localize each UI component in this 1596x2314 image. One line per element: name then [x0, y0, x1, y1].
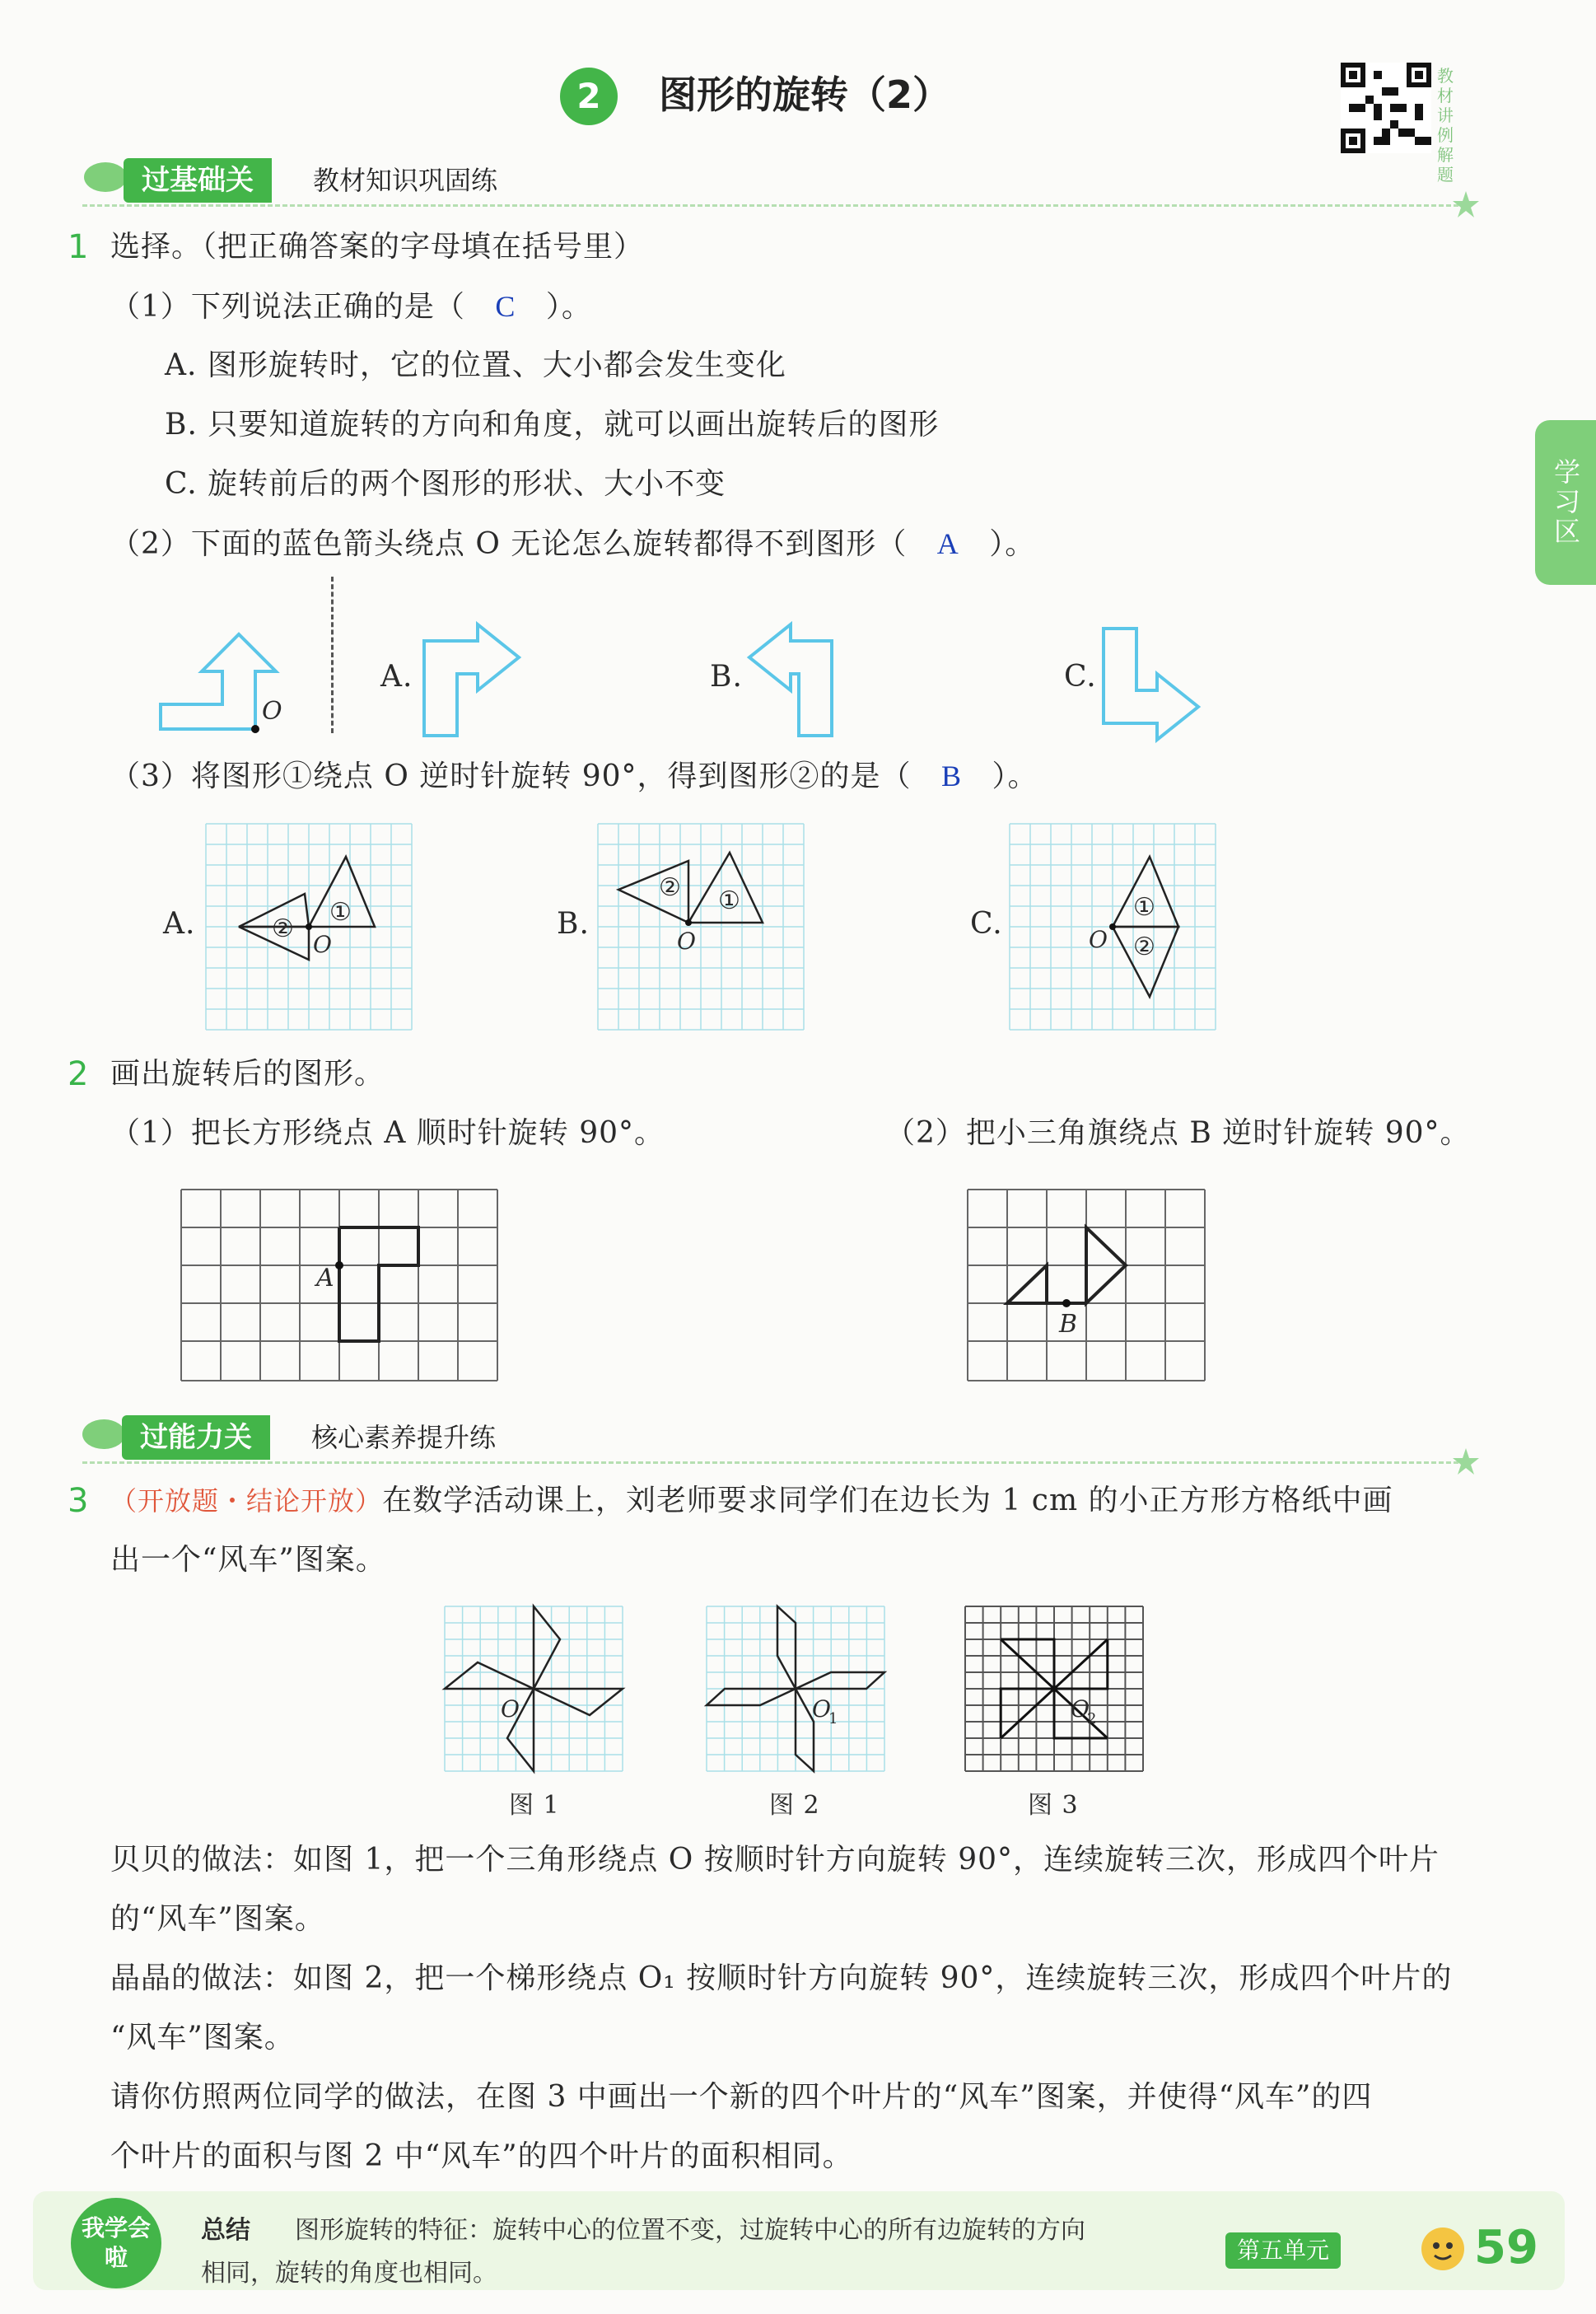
- q1-p1-option-c: C. 旋转前后的两个图形的形状、大小不变: [165, 467, 726, 501]
- qr-caption: 教材讲例解题: [1437, 66, 1454, 185]
- q1-p3: [110, 758, 1038, 795]
- footer-summary-line2: 相同，旋转的角度也相同。: [201, 2259, 497, 2288]
- q1-p3-a-two: ②: [272, 914, 294, 943]
- q1-p1: [110, 288, 592, 325]
- q3-fig1-caption: 图 1: [509, 1791, 560, 1820]
- footer-summary-label: 总结: [201, 2216, 250, 2245]
- question-1-stem: 选择。（把正确答案的字母填在括号里）: [110, 230, 645, 264]
- q1-p3-option-b-grid[interactable]: [598, 824, 804, 1030]
- q2-p2-grid[interactable]: [968, 1190, 1205, 1381]
- section-ability-divider: [82, 1461, 1466, 1467]
- side-tab[interactable]: 学习区: [1535, 420, 1596, 585]
- q1-p2-text: （2）下面的蓝色箭头绕点 O 无论怎么旋转都得不到图形（: [110, 527, 908, 561]
- section-ability-subtitle: 核心素养提升练: [311, 1422, 497, 1453]
- q1-p1-close: ）。: [545, 290, 592, 324]
- q1-p3-answer[interactable]: B: [941, 760, 963, 792]
- leaf-icon-2: [79, 1414, 128, 1455]
- star-icon-2: [1451, 1447, 1481, 1476]
- q1-p3-b-two: ②: [659, 873, 681, 902]
- question-3-tag: （开放题・结论开放）: [110, 1485, 383, 1517]
- q1-p3-text: （3）将图形①绕点 O 逆时针旋转 90°，得到图形②的是（: [110, 760, 912, 793]
- section-basic-subtitle: 教材知识巩固练: [313, 165, 498, 196]
- q3-task-line2: 个叶片的面积与图 2 中“风车”的四个叶片的面积相同。: [110, 2139, 853, 2173]
- q2-point-b: B: [1059, 1310, 1078, 1339]
- q3-fig3-o: O: [1071, 1695, 1090, 1723]
- q3-fig3-caption: 图 3: [1028, 1791, 1079, 1820]
- q3-beibei-line2: 的“风车”图案。: [110, 1902, 325, 1936]
- question-3-number: 3: [68, 1482, 89, 1520]
- section-basic-divider: [82, 204, 1466, 210]
- qr-code[interactable]: [1341, 63, 1431, 153]
- q1-p1-text: （1）下列说法正确的是（: [110, 290, 465, 324]
- q1-p2-divider: [331, 577, 334, 733]
- q2-p2: （2）把小三角旗绕点 B 逆时针旋转 90°。: [885, 1116, 1471, 1150]
- q1-p3-option-a-grid[interactable]: [206, 824, 412, 1030]
- q2-p1: （1）把长方形绕点 A 顺时针旋转 90°。: [110, 1116, 665, 1150]
- q1-p3-a-one: ①: [329, 898, 352, 927]
- q1-p2-option-c-label: C.: [1064, 660, 1097, 694]
- q3-fig1-o: O: [501, 1695, 520, 1723]
- q3-figure-2: [707, 1606, 884, 1771]
- q1-p2-point-o: O: [262, 697, 282, 726]
- q1-p3-b-o: O: [677, 928, 696, 955]
- q1-p3-option-b-label: B.: [557, 907, 590, 941]
- q1-p1-option-b: B. 只要知道旋转的方向和角度，就可以画出旋转后的图形: [165, 408, 940, 442]
- q1-p2-answer[interactable]: A: [936, 527, 959, 560]
- q1-p3-close: ）。: [992, 760, 1038, 793]
- section-basic-label: 过基础关: [124, 158, 272, 203]
- q1-p3-option-c-label: C.: [970, 907, 1003, 941]
- q1-p2-option-c-arrow[interactable]: [1099, 624, 1206, 740]
- leaf-icon: [81, 157, 130, 198]
- lesson-number-badge: 2: [560, 68, 618, 125]
- page-number: 59: [1474, 2221, 1538, 2274]
- q1-p2: [110, 526, 1035, 563]
- qr-code-icon: [1341, 63, 1431, 153]
- q1-p3-c-o: O: [1089, 926, 1108, 953]
- question-1-number: 1: [68, 228, 89, 266]
- q3-figure-1: [445, 1606, 623, 1771]
- q2-point-a: A: [316, 1264, 334, 1293]
- q1-p2-option-a-label: A.: [380, 660, 413, 694]
- q1-p3-c-two: ②: [1133, 933, 1155, 961]
- q3-fig2-caption: 图 2: [769, 1791, 820, 1820]
- q1-p2-option-a-arrow[interactable]: [420, 624, 527, 740]
- q1-p3-b-one: ①: [718, 886, 740, 915]
- page-title: 图形的旋转（2）: [659, 72, 951, 117]
- q3-fig2-sub: 1: [828, 1710, 838, 1727]
- q1-p2-close: ）。: [989, 527, 1036, 561]
- footer-badge: 我学会啦: [71, 2198, 161, 2288]
- q3-jingjing-line1: 晶晶的做法：如图 2，把一个梯形绕点 O₁ 按顺时针方向旋转 90°，连续旋转三次，形成四个叶片的: [110, 1961, 1453, 1995]
- q1-p3-option-c-grid[interactable]: [1010, 824, 1216, 1030]
- q1-p2-option-b-label: B.: [710, 660, 743, 694]
- section-ability-label: 过能力关: [122, 1415, 270, 1460]
- q3-figure-3[interactable]: [965, 1606, 1143, 1771]
- q3-fig2-o: O: [812, 1695, 831, 1723]
- question-3-line2: 出一个“风车”图案。: [110, 1543, 386, 1577]
- q1-p3-c-one: ①: [1133, 893, 1155, 922]
- q1-p2-option-b-arrow[interactable]: [749, 624, 856, 740]
- q1-p1-answer[interactable]: C: [495, 290, 516, 323]
- footer-unit: 第五单元: [1225, 2232, 1341, 2269]
- question-3-stem1: 在数学活动课上，刘老师要求同学们在边长为 1 cm 的小正方形方格纸中画: [382, 1484, 1393, 1517]
- q1-p3-a-o: O: [313, 931, 332, 958]
- q3-task-line1: 请你仿照两位同学的做法，在图 3 中画出一个新的四个叶片的“风车”图案，并使得“风车”的四: [110, 2080, 1373, 2114]
- q1-p3-option-a-label: A.: [163, 907, 196, 941]
- q3-beibei-line1: 贝贝的做法：如图 1，把一个三角形绕点 O 按顺时针方向旋转 90°，连续旋转三次，形成四个叶片: [110, 1843, 1440, 1877]
- q2-p1-grid[interactable]: [181, 1190, 497, 1381]
- question-2-number: 2: [68, 1055, 89, 1093]
- q3-fig3-sub: 2: [1087, 1710, 1097, 1727]
- question-3-line1: [110, 1483, 1393, 1519]
- question-2-stem: 画出旋转后的图形。: [110, 1057, 385, 1091]
- q1-p1-option-a: A. 图形旋转时，它的位置、大小都会发生变化: [165, 348, 786, 382]
- mascot-icon: [1418, 2224, 1468, 2274]
- footer-summary-line1: 图形旋转的特征：旋转中心的位置不变，过旋转中心的所有边旋转的方向: [295, 2216, 1085, 2245]
- star-icon: [1451, 189, 1481, 219]
- q3-jingjing-line2: “风车”图案。: [110, 2021, 295, 2055]
- q1-p2-original-arrow: [156, 626, 313, 741]
